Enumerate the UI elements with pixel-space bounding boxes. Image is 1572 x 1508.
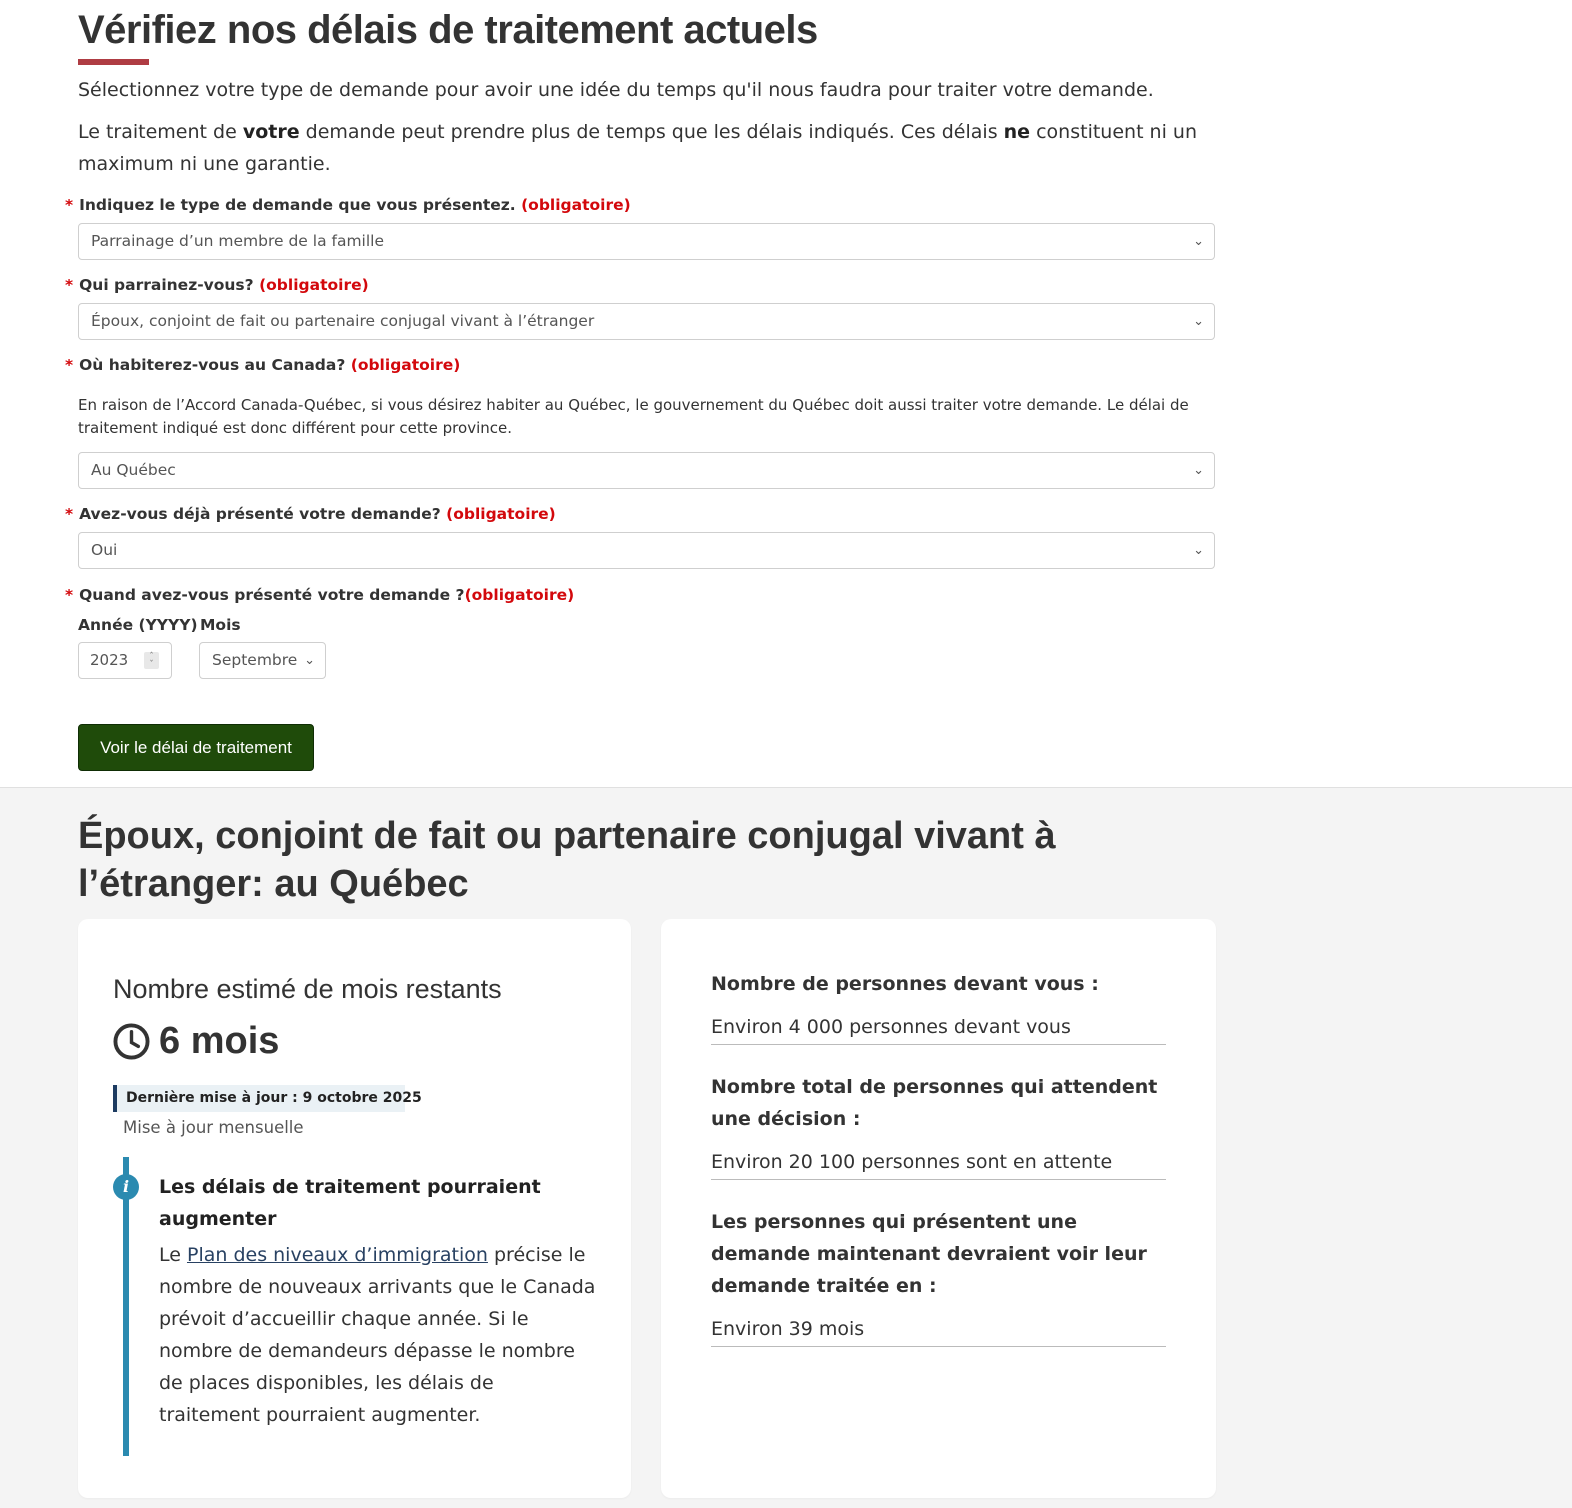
estimate-card [78,919,631,1498]
already-applied-label: * Avez-vous déjà présenté votre demande? (obligatoire) [65,505,556,523]
chevron-down-icon: ⌄ [1193,234,1204,249]
year-label: Année (YYYY) [78,616,198,634]
estimate-value: 6 mois [159,1020,280,1062]
view-processing-time-button[interactable]: Voir le délai de traitement [78,724,314,771]
estimate-label: Nombre estimé de mois restants [113,974,502,1004]
clock-icon [113,1023,150,1060]
title-underline [78,59,149,65]
residence-select[interactable]: Au Québec ⌄ [78,452,1215,489]
immigration-levels-plan-link[interactable]: Plan des niveaux d’immigration [186,1244,488,1266]
year-input[interactable]: 2023 ˆ ˇ [78,642,172,679]
info-icon: i [113,1174,139,1200]
result-title: Époux, conjoint de fait ou partenaire conjugal vivant à l’étranger: au Québec [78,815,1056,905]
stat-label: Les personnes qui présentent une demande maintenant devraient voir leur demande traitée en : [711,1211,1147,1297]
residence-label: * Où habiterez-vous au Canada? (obligatoire) [65,356,461,374]
stat-label: Nombre de personnes devant vous : [711,973,1099,995]
sponsor-who-label: * Qui parrainez-vous? (obligatoire) [65,276,369,294]
info-bar [123,1157,129,1456]
application-type-label: * Indiquez le type de demande que vous présentez. (obligatoire) [65,196,631,214]
stat-value: Environ 4 000 personnes devant vous [711,1014,1166,1045]
page-title: Vérifiez nos délais de traitement actuels [78,8,818,52]
stats-card [661,919,1216,1498]
chevron-down-icon: ⌄ [304,653,315,668]
spinner-icon[interactable]: ˆ ˇ [144,652,159,669]
stat-value: Environ 20 100 personnes sont en attente [711,1149,1166,1180]
info-title: Les délais de traitement pourraient augmenter [159,1176,541,1230]
chevron-down-icon: ⌄ [1193,543,1204,558]
month-label: Mois [200,616,241,634]
stat-value: Environ 39 mois [711,1316,1166,1347]
update-frequency: Mise à jour mensuelle [123,1118,304,1137]
month-select[interactable]: Septembre ⌄ [199,642,326,679]
chevron-down-icon: ⌄ [1193,463,1204,478]
already-applied-select[interactable]: Oui ⌄ [78,532,1215,569]
last-updated-badge: Dernière mise à jour : 9 octobre 2025 [113,1085,405,1112]
stat-label: Nombre total de personnes qui attendent une décision : [711,1076,1158,1130]
info-body: Le Plan des niveaux d’immigration précise le nombre de nouveaux arrivants que le Canada prévoit d’accueillir chaque année. Si le nombre de demandeurs dépasse le nombre de places disponibles, les délais de traitement pourraient augmenter. [159,1244,596,1426]
intro-text: Sélectionnez votre type de demande pour avoir une idée du temps qu'il nous faudra pour traiter votre demande. [78,79,1154,101]
chevron-down-icon: ⌄ [1193,314,1204,329]
application-type-select[interactable]: Parrainage d’un membre de la famille ⌄ [78,223,1215,260]
sponsor-who-select[interactable]: Époux, conjoint de fait ou partenaire conjugal vivant à l’étranger ⌄ [78,303,1215,340]
application-date-label: * Quand avez-vous présenté votre demande ?(obligatoire) [65,586,575,604]
disclaimer-text: Le traitement de votre demande peut prendre plus de temps que les délais indiqués. Ces délais ne constituent ni un maximum ni une garantie. [78,121,1197,175]
residence-help-text: En raison de l’Accord Canada-Québec, si vous désirez habiter au Québec, le gouvernement du Québec doit aussi traiter votre demande. Le délai de traitement indiqué est donc différent pour cette province. [78,396,1189,437]
